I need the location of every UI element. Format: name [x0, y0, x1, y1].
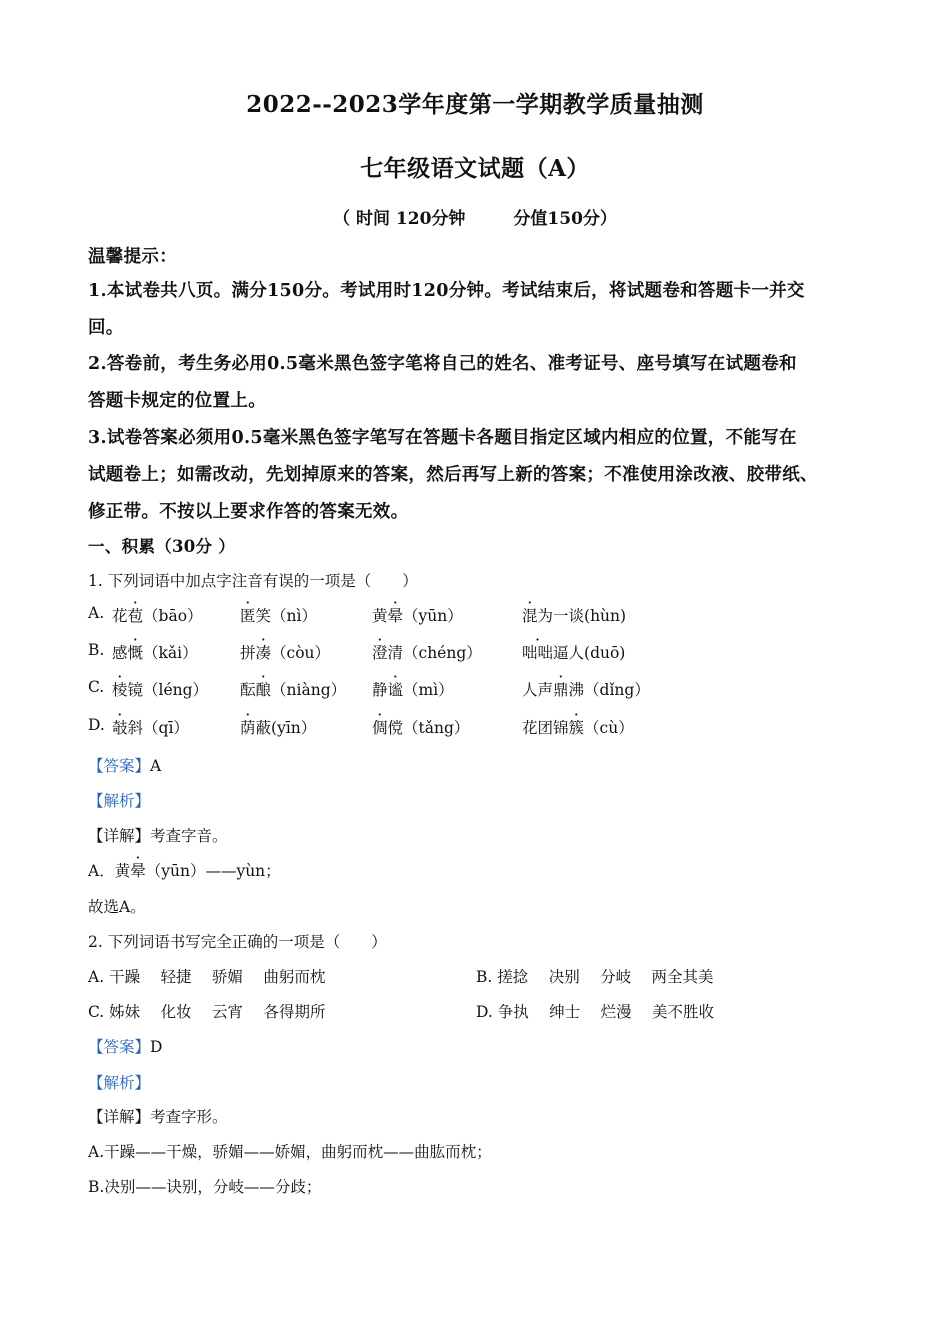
word-prefix: 黄 [372, 607, 388, 625]
q2-option-words: 姊妹 化妆 云宵 各得期所 [109, 1003, 326, 1021]
q1-option-word [112, 604, 203, 626]
q2-option-label: B. [476, 968, 493, 986]
dotted-char: 攲 [112, 719, 128, 737]
q2-line-a: A.干躁——干燥，骄媚——娇媚，曲躬而枕——曲肱而枕； [88, 1143, 492, 1161]
q2-analysis-tag: 【解析】 [88, 1074, 151, 1092]
word-prefix: 酝 [240, 681, 256, 699]
q1-stem: 1. 下列词语中加点字注音有误的一项是（ ） [88, 572, 418, 590]
q2-detail [88, 1105, 228, 1127]
q1-option-label: B. [88, 641, 105, 659]
q1-line-a [88, 859, 281, 881]
exam-subtitle: 七年级语文试题（A） [360, 155, 590, 182]
detail-tag: 【详解】 [88, 827, 151, 845]
exam-title: 2022--2023学年度第一学期教学质量抽测 [246, 91, 704, 118]
line-a-dotted-char: 晕 [130, 862, 146, 880]
dotted-char: 凑 [255, 644, 272, 662]
detail-text: 考查字形。 [150, 1108, 228, 1126]
q1-option-word [522, 604, 626, 626]
q1-option-word [522, 678, 650, 700]
word-suffix: 蔽(yīn） [255, 719, 317, 737]
word-prefix: 人声 [522, 681, 554, 699]
word-prefix: 感 [112, 644, 128, 662]
q1-option-word [112, 678, 208, 700]
dotted-char: 棱 [112, 681, 128, 699]
notice-line-6: 试题卷上；如需改动，先划掉原来的答案，然后再写上新的答案；不准使用涂改液、胶带纸、 [88, 465, 818, 485]
q2-option-d [476, 1000, 714, 1022]
word-prefix: 花 [112, 607, 128, 625]
q2-option-c [88, 1000, 325, 1022]
detail-tag: 【详解】 [88, 1108, 151, 1126]
dotted-char: 晕 [387, 607, 404, 625]
word-suffix: （mì） [403, 681, 454, 699]
q1-option-word [240, 641, 330, 663]
q1-detail [88, 824, 228, 846]
answer-value: A [150, 757, 162, 775]
dotted-char: 谧 [387, 681, 404, 699]
exam-score: 分值150分） [513, 209, 617, 229]
q1-option-word [240, 678, 346, 700]
q1-option-word [522, 716, 634, 738]
word-suffix: 傥（tǎng） [387, 719, 470, 737]
line-a-post: （yūn）——yùn； [145, 862, 281, 880]
q1-option-word [112, 641, 198, 663]
dotted-char: 簇 [568, 719, 585, 737]
word-suffix: （kǎi） [143, 644, 198, 662]
notice-line-5: 3.试卷答案必须用0.5毫米黑色签字笔写在答题卡各题目指定区域内相应的位置，不能写在 [88, 428, 797, 448]
q1-option-word [112, 716, 189, 738]
word-suffix: 沸（dǐng） [568, 681, 650, 699]
q1-option-word [372, 641, 482, 663]
word-suffix: （yūn） [403, 607, 463, 625]
section-heading: 一、积累（30分 ） [88, 537, 236, 556]
q1-option-word [240, 604, 317, 626]
answer-tag: 【答案】 [88, 757, 151, 775]
q2-stem: 2. 下列词语书写完全正确的一项是（ ） [88, 933, 387, 951]
dotted-char: 酿 [255, 681, 272, 699]
word-suffix: 逼人(duō) [553, 644, 626, 662]
notice-line-1: 1.本试卷共八页。满分150分。考试用时120分钟。考试结束后，将试题卷和答题卡一并交 [88, 281, 805, 301]
q1-answer [88, 754, 161, 776]
exam-time-score [0, 204, 950, 229]
q1-option-word [372, 604, 463, 626]
dotted-char: 鼎 [553, 681, 569, 699]
line-a-pre: A．黄 [88, 862, 131, 880]
dotted-char: 咄咄 [522, 644, 554, 662]
notice-line-7: 修正带。不按以上要求作答的答案无效。 [88, 502, 409, 522]
q1-analysis-tag: 【解析】 [88, 792, 151, 810]
q2-option-label: C. [88, 1003, 105, 1021]
dotted-char: 荫 [240, 719, 256, 737]
detail-text: 考查字音。 [150, 827, 228, 845]
dotted-char: 匿 [240, 607, 256, 625]
q1-option-word [240, 716, 316, 738]
q2-line-b: B.决别——诀别，分岐——分歧； [88, 1178, 322, 1196]
exam-time: （ 时间 120分钟 [333, 209, 466, 229]
q1-option-word [372, 716, 469, 738]
word-prefix: 拼 [240, 644, 256, 662]
q2-option-label: D. [476, 1003, 493, 1021]
q2-option-words: 干躁 轻捷 骄媚 曲躬而枕 [109, 968, 326, 986]
word-suffix: （cù） [584, 719, 634, 737]
notice-line-2: 回。 [88, 318, 124, 338]
q2-option-b [476, 965, 714, 987]
word-suffix: 镜（léng） [127, 681, 209, 699]
dotted-char: 苞 [127, 607, 144, 625]
dotted-char: 倜 [372, 719, 388, 737]
word-suffix: 为一谈(hùn) [537, 607, 627, 625]
dotted-char: 慨 [127, 644, 144, 662]
word-suffix: （còu） [271, 644, 331, 662]
answer-value: D [150, 1038, 163, 1056]
word-suffix: （niàng） [271, 681, 347, 699]
word-suffix: 笑（nì） [255, 607, 317, 625]
q2-answer [88, 1035, 162, 1057]
q1-option-word [522, 641, 625, 663]
word-prefix: 花团锦 [522, 719, 569, 737]
q2-option-words: 争执 绅士 烂漫 美不胜收 [497, 1003, 715, 1021]
q2-option-words: 搓捻 决别 分岐 两全其美 [497, 968, 714, 986]
word-suffix: 斜（qī） [127, 719, 189, 737]
q1-option-word [372, 678, 454, 700]
dotted-char: 混 [522, 607, 538, 625]
q1-conclusion: 故选A。 [88, 898, 146, 916]
q1-option-label: A. [88, 604, 105, 622]
q1-option-label: D. [88, 716, 105, 734]
word-prefix: 静 [372, 681, 388, 699]
notice-line-4: 答题卡规定的位置上。 [88, 391, 266, 411]
q2-option-label: A. [88, 968, 105, 986]
dotted-char: 澄 [372, 644, 388, 662]
word-suffix: 清（chéng） [387, 644, 482, 662]
answer-tag: 【答案】 [88, 1038, 151, 1056]
q2-option-a [88, 965, 325, 987]
q1-option-label: C. [88, 678, 105, 696]
word-suffix: （bāo） [143, 607, 203, 625]
notice-line-3: 2.答卷前，考生务必用0.5毫米黑色签字笔将自己的姓名、准考证号、座号填写在试题卷和 [88, 354, 797, 374]
notice-heading: 温馨提示： [88, 247, 177, 267]
